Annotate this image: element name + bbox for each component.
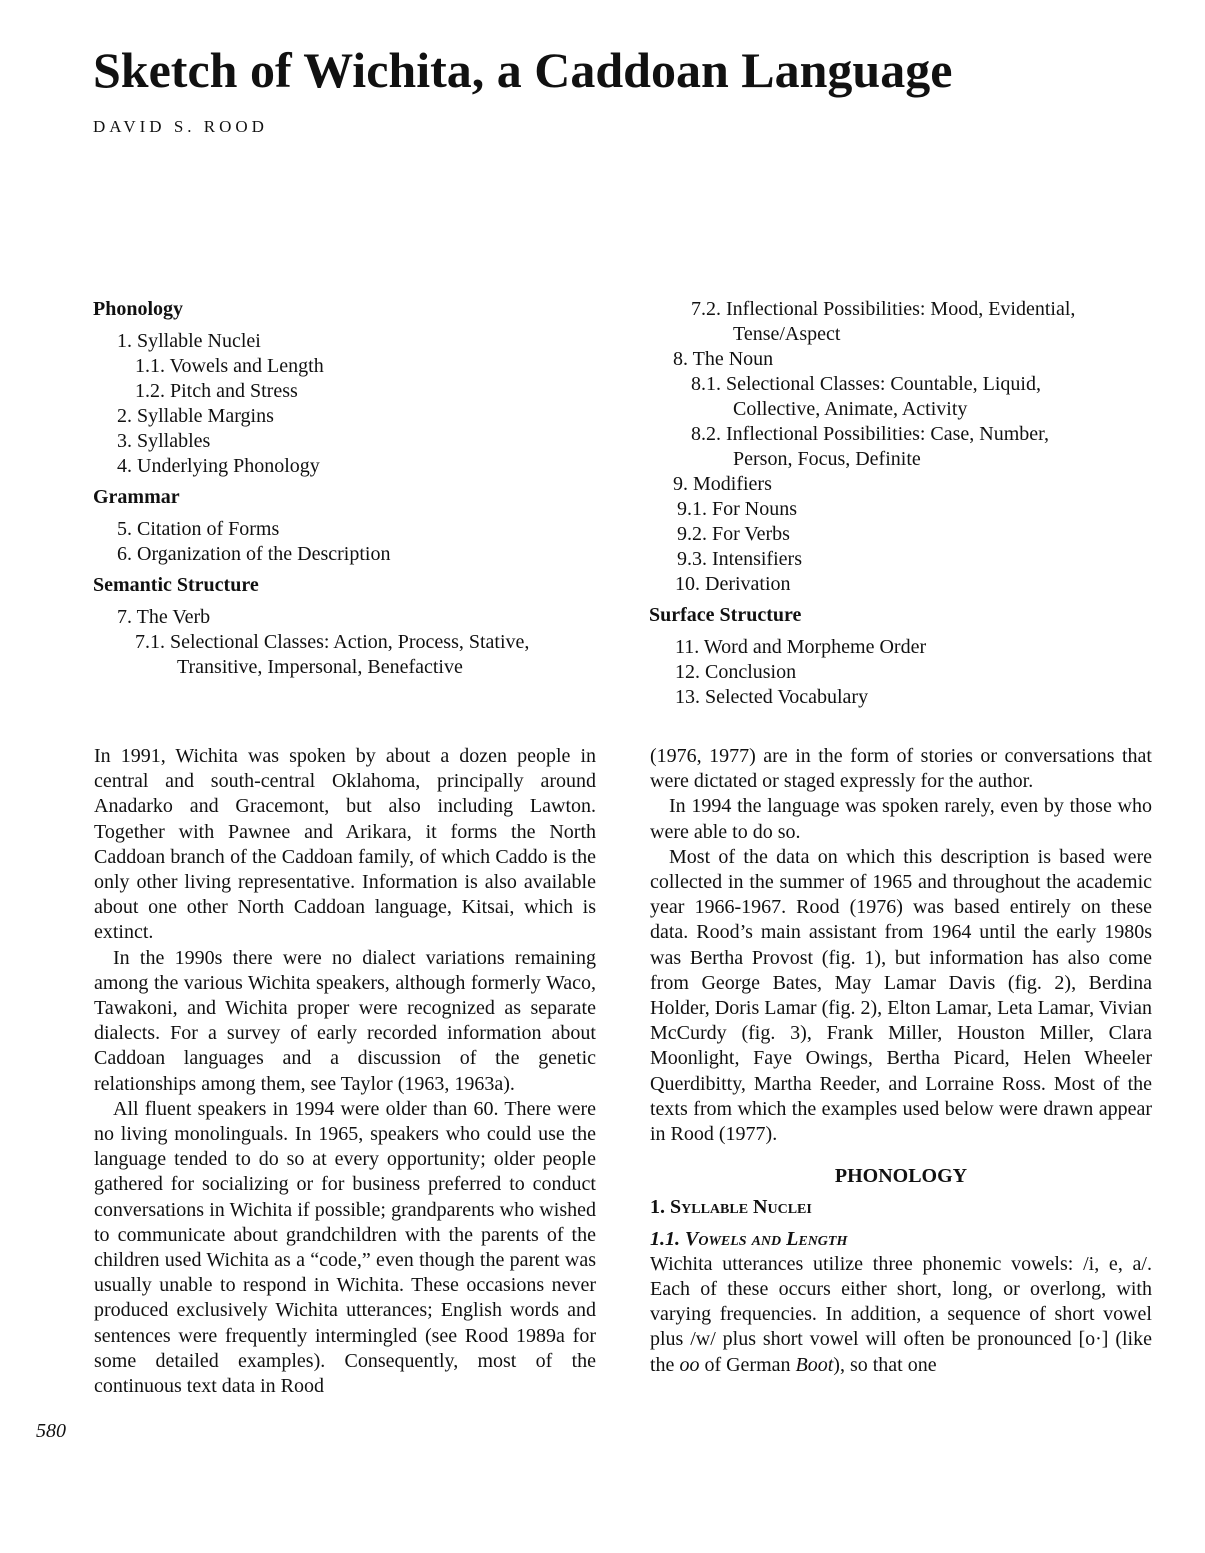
toc-item-number: 12. (675, 661, 700, 683)
toc-item (93, 379, 613, 404)
toc-item-number: 7. (117, 606, 132, 628)
toc-item-number: 8.1. (691, 373, 721, 395)
toc-item-continuation: Collective, Animate, Activity (733, 398, 968, 420)
body-paragraph: In 1994 the language was spoken rarely, even by those who were able to do so. (650, 795, 1152, 843)
toc-item (93, 630, 613, 655)
toc-right-column (649, 297, 1169, 710)
toc-item-number: 9.2. (677, 523, 707, 545)
subsubsection-number: 1.1. (650, 1227, 680, 1250)
toc-item-text: Conclusion (705, 661, 797, 683)
toc-item-text: Syllable Margins (137, 405, 274, 427)
toc-item-text: Derivation (705, 573, 791, 595)
toc-item-number: 6. (117, 543, 132, 565)
toc-heading-grammar: Grammar (93, 486, 180, 508)
toc-heading-surface-structure: Surface Structure (649, 604, 802, 626)
toc-item-continuation: Tense/Aspect (733, 323, 841, 345)
toc-item (649, 297, 1169, 322)
toc-item-number: 9.1. (677, 498, 707, 520)
toc-heading-phonology: Phonology (93, 298, 184, 320)
toc-item (649, 347, 1169, 372)
toc-item-text: Citation of Forms (137, 518, 280, 540)
toc-item (93, 517, 613, 542)
toc-item-text: Syllable Nuclei (137, 330, 261, 352)
toc-item-number: 1.1. (135, 355, 165, 377)
toc-item-text: The Verb (136, 606, 211, 628)
paragraph-text: Wichita utterances utilize three phonemic vowels: /i, e, a/. Each of these occurs either short, long, or overlong, with varying frequencies. In addition, a sequence of short vowel plus /w/ plus short vowel will often be pronounced [o·] (like the (650, 1252, 1152, 1376)
toc-item-text: Organization of the Description (137, 543, 391, 565)
italic-term: Boot (795, 1353, 834, 1376)
toc-item-number: 13. (675, 686, 700, 708)
toc-item-number: 5. (117, 518, 132, 540)
body-right-column (650, 744, 1152, 1378)
toc-item (649, 422, 1169, 447)
paragraph-text: of German (699, 1353, 796, 1376)
toc-heading-semantic-structure: Semantic Structure (93, 574, 259, 596)
toc-item-number: 7.1. (135, 631, 165, 653)
toc-item-number: 4. (117, 455, 132, 477)
paragraph-text: ), so that one (833, 1353, 937, 1376)
subsection-title: Syllable Nuclei (670, 1196, 812, 1219)
toc-item-text: For Nouns (712, 498, 798, 520)
toc-item (649, 522, 1169, 547)
toc-item-text: For Verbs (712, 523, 790, 545)
subsection-heading (650, 1195, 1152, 1220)
toc-item-continuation: Person, Focus, Definite (733, 448, 921, 470)
toc-item-text: Modifiers (693, 473, 772, 495)
toc-item-text: Selected Vocabulary (705, 686, 869, 708)
toc-item (93, 329, 613, 354)
toc-item-number: 11. (675, 636, 700, 658)
body-paragraph: All fluent speakers in 1994 were older than 60. There were no living monolinguals. In 1965, speakers who could use the language tended to do so at every opportunity; older people gathered for socializing or for business preferred to conduct conversations in Wichita if possible; grandparents who wished to communicate about grandchildren with the parents of the children used Wichita as a “code,” even though the parent was usually unable to respond in Wichita. These occasions never produced exclusively Wichita utterances; English words and sentences were frequently intermingled (see Rood 1989a for some detailed examples). Consequently, most of the continuous text data in Rood (94, 1097, 596, 1398)
author-name: DAVID S. ROOD (93, 117, 268, 136)
toc-item (649, 635, 1169, 660)
toc-left-column (93, 297, 613, 680)
toc-item (93, 454, 613, 479)
toc-item (649, 372, 1169, 397)
toc-item (649, 547, 1169, 572)
toc-item-number: 7.2. (691, 298, 721, 320)
toc-item-text: Inflectional Possibilities: Case, Number, (726, 423, 1050, 445)
body-left-column (94, 744, 596, 1399)
toc-item-text: Word and Morpheme Order (703, 636, 927, 658)
toc-item (649, 472, 1169, 497)
subsubsection-heading (650, 1227, 1152, 1252)
toc-item-text: Syllables (137, 430, 211, 452)
toc-item-number: 8. (673, 348, 688, 370)
toc-item-text: Intensifiers (712, 548, 802, 570)
toc-item-text: Inflectional Possibilities: Mood, Evidential, (726, 298, 1076, 320)
toc-item-text: The Noun (692, 348, 774, 370)
article-title: Sketch of Wichita, a Caddoan Language (93, 42, 953, 98)
italic-term: oo (679, 1353, 700, 1376)
toc-item (649, 685, 1169, 710)
body-paragraph: In 1991, Wichita was spoken by about a dozen people in central and south-central Oklahoma, principally around Anadarko and Gracemont, but also including Lawton. Together with Pawnee and Arikara, it forms the North Caddoan branch of the Caddoan family, of which Caddo is the only other living representative. Information is also available about one other North Caddoan language, Kitsai, which is extinct. (94, 745, 596, 944)
toc-item (649, 497, 1169, 522)
toc-item-number: 9.3. (677, 548, 707, 570)
body-paragraph: (1976, 1977) are in the form of stories or conversations that were dictated or staged expressly for the author. (650, 745, 1152, 793)
toc-item (93, 354, 613, 379)
toc-item-number: 3. (117, 430, 132, 452)
toc-item (649, 572, 1169, 597)
toc-item-number: 9. (673, 473, 688, 495)
toc-item (93, 605, 613, 630)
toc-item-continuation: Transitive, Impersonal, Benefactive (177, 656, 463, 678)
toc-item-text: Vowels and Length (169, 355, 324, 377)
toc-item-number: 8.2. (691, 423, 721, 445)
subsubsection-title: Vowels and Length (685, 1227, 848, 1250)
body-paragraph: Most of the data on which this description is based were collected in the summer of 1965 and throughout the academic year 1966-1967. Rood (1976) was based entirely on these data. Rood’s main assistant from 1964 until the early 1980s was Bertha Provost (fig. 1), but information has also come from George Bates, May Lamar Davis (fig. 2), Berdina Holder, Doris Lamar (fig. 2), Elton Lamar, Leta Lamar, Vivian McCurdy (fig. 3), Frank Miller, Houston Miller, Clara Moonlight, Faye Owings, Bertha Picard, Helen Wheeler Querdibitty, Martha Reeder, and Lorraine Ross. Most of the texts from which the examples used below were drawn appear in Rood (1977). (650, 845, 1152, 1146)
toc-item-text: Underlying Phonology (137, 455, 320, 477)
body-paragraph (650, 1252, 1152, 1378)
toc-item-number: 10. (675, 573, 700, 595)
section-heading: PHONOLOGY (834, 1165, 968, 1188)
body-paragraph: In the 1990s there were no dialect variations remaining among the various Wichita speakers, although formerly Waco, Tawakoni, and Wichita proper were recognized as separate dialects. For a survey of early recorded information about Caddoan languages and a discussion of the genetic relationships among them, see Taylor (1963, 1963a). (94, 946, 596, 1095)
toc-item-number: 1.2. (135, 380, 165, 402)
toc-item-number: 1. (117, 330, 132, 352)
toc-item-text: Selectional Classes: Action, Process, Stative, (170, 631, 530, 653)
page-number: 580 (36, 1420, 66, 1442)
toc-item (93, 429, 613, 454)
toc-item-number: 2. (117, 405, 132, 427)
toc-item (93, 404, 613, 429)
toc-item (93, 542, 613, 567)
toc-item-text: Selectional Classes: Countable, Liquid, (726, 373, 1041, 395)
toc-item (649, 660, 1169, 685)
subsection-number: 1. (650, 1196, 665, 1219)
toc-item-text: Pitch and Stress (170, 380, 298, 402)
